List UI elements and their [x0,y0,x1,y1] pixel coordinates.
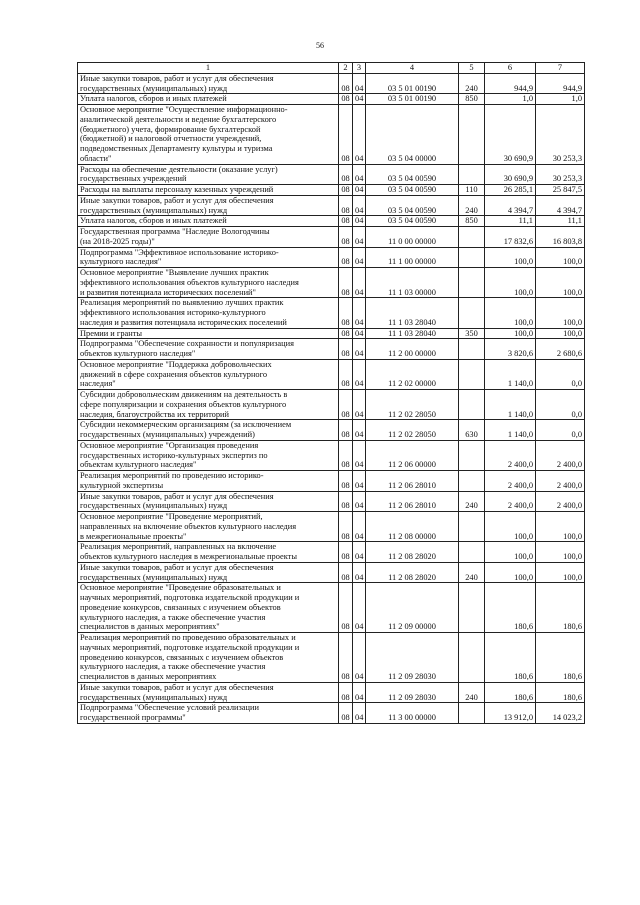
expense-type-code: 240 [459,682,485,703]
description-line: наследия и развития потенциала исторических поселений [80,317,287,327]
subsection-code: 04 [353,682,366,703]
amount-year-2: 2 400,0 [536,491,585,512]
description-line: области" [80,153,112,163]
row-description [78,471,339,492]
description-line: культурного наследия, а также обеспечение участия [80,662,266,672]
target-article-code: 11 2 08 28020 [366,562,459,583]
table-row [78,247,585,268]
amount-year-1: 180,6 [485,583,536,633]
expense-type-code [459,247,485,268]
subsection-code: 04 [353,583,366,633]
row-description [78,195,339,216]
expense-type-code: 850 [459,216,485,227]
amount-year-1: 944,9 [485,73,536,94]
amount-year-1: 100,0 [485,268,536,298]
amount-year-1: 2 400,0 [485,471,536,492]
table-header-row [78,63,585,74]
target-article-code: 11 2 06 28010 [366,471,459,492]
column-header: 2 [339,63,353,74]
amount-year-1: 1,0 [485,94,536,105]
description-line: Иные закупки товаров, работ и услуг для обеспечения [80,491,274,501]
table-row [78,227,585,248]
description-line: Реализация мероприятий по выявлению лучших практик [80,298,284,308]
table-row [78,164,585,185]
amount-year-2: 25 847,5 [536,185,585,196]
description-line: Иные закупки товаров, работ и услуг для обеспечения [80,73,274,83]
description-line: государственных учреждений [80,174,187,184]
subsection-code: 04 [353,512,366,542]
row-description [78,542,339,563]
description-line: движений в сфере сохранения объектов культурного [80,369,268,379]
description-line: Основное мероприятие "Проведение образовательных и [80,583,281,593]
amount-year-2: 2 400,0 [536,440,585,470]
description-line: Основное мероприятие "Выявление лучших практик [80,268,269,277]
row-description [78,562,339,583]
amount-year-2: 30 253,3 [536,164,585,185]
amount-year-1: 17 832,6 [485,227,536,248]
description-line: объектов культурного наследия" [80,349,196,358]
subsection-code: 04 [353,328,366,339]
subsection-code: 04 [353,247,366,268]
column-header: 3 [353,63,366,74]
expense-type-code: 110 [459,185,485,196]
section-code: 08 [339,420,353,441]
description-line: (бюджетного) учета, формирование бухгалтерской [80,124,261,134]
expense-type-code: 240 [459,195,485,216]
amount-year-1: 180,6 [485,633,536,683]
description-line: Основное мероприятие "Поддержка добровольческих [80,359,272,369]
row-description [78,298,339,328]
subsection-code: 04 [353,216,366,227]
expense-type-code [459,339,485,360]
table-row [78,339,585,360]
section-code: 08 [339,703,353,724]
expense-type-code: 240 [459,491,485,512]
description-line: специалистов в данных мероприятиях" [80,622,220,632]
row-description [78,440,339,470]
description-line: Иные закупки товаров, работ и услуг для обеспечения [80,562,274,572]
page-number: 56 [316,41,324,50]
target-article-code: 11 2 02 28050 [366,390,459,420]
row-description [78,185,339,196]
expense-type-code [459,440,485,470]
subsection-code: 04 [353,164,366,185]
expense-type-code [459,268,485,298]
subsection-code: 04 [353,359,366,389]
description-line: научных мероприятий, подготовка издательской продукции и [80,593,300,602]
subsection-code: 04 [353,227,366,248]
table-row [78,682,585,703]
amount-year-2: 11,1 [536,216,585,227]
amount-year-1: 100,0 [485,247,536,268]
description-line: Расходы на выплаты персоналу казенных учреждений [80,185,274,194]
amount-year-1: 100,0 [485,512,536,542]
amount-year-1: 100,0 [485,298,536,328]
section-code: 08 [339,633,353,683]
amount-year-2: 100,0 [536,268,585,298]
description-line: Реализация мероприятий по проведению образовательных и [80,633,296,642]
description-line: научных мероприятий, подготовке издательской продукции и [80,642,300,652]
description-line: (бюджетной) и налоговой отчетности учреждений, [80,134,262,144]
table-row [78,420,585,441]
target-article-code: 11 2 08 00000 [366,512,459,542]
amount-year-1: 180,6 [485,682,536,703]
subsection-code: 04 [353,491,366,512]
section-code: 08 [339,471,353,492]
description-line: Основное мероприятие "Осуществление информационно- [80,105,288,114]
amount-year-2: 944,9 [536,73,585,94]
table-row [78,195,585,216]
subsection-code: 04 [353,390,366,420]
description-line: объектам культурного наследия" [80,460,197,470]
target-article-code: 03 5 01 00190 [366,94,459,105]
row-description [78,73,339,94]
row-description [78,268,339,298]
row-description [78,491,339,512]
amount-year-1: 30 690,9 [485,105,536,165]
target-article-code: 03 5 04 00590 [366,185,459,196]
expense-type-code [459,298,485,328]
subsection-code: 04 [353,185,366,196]
description-line: Государственная программа "Наследие Вологодчины [80,227,270,236]
description-line: государственных (муниципальных) учреждений) [80,430,255,439]
amount-year-2: 180,6 [536,682,585,703]
subsection-code: 04 [353,440,366,470]
target-article-code: 11 1 03 28040 [366,328,459,339]
description-line: Реализация мероприятий по проведению историко- [80,471,264,480]
description-line: подведомственных Департаменту культуры и туризма [80,144,273,153]
section-code: 08 [339,247,353,268]
target-article-code: 11 2 02 28050 [366,420,459,441]
expense-type-code [459,583,485,633]
section-code: 08 [339,359,353,389]
amount-year-2: 2 680,6 [536,339,585,360]
amount-year-2: 0,0 [536,359,585,389]
amount-year-1: 100,0 [485,542,536,563]
amount-year-1: 2 400,0 [485,491,536,512]
row-description [78,420,339,441]
section-code: 08 [339,216,353,227]
subsection-code: 04 [353,633,366,683]
description-line: Подпрограмма "Обеспечение сохранности и популяризация [80,339,294,349]
amount-year-1: 3 820,6 [485,339,536,360]
table-row [78,298,585,328]
table-row [78,268,585,298]
column-header: 5 [459,63,485,74]
section-code: 08 [339,542,353,563]
amount-year-1: 1 140,0 [485,390,536,420]
description-line: специалистов в данных мероприятиях [80,672,217,681]
description-line: Иные закупки товаров, работ и услуг для обеспечения [80,682,274,692]
column-header: 1 [78,63,339,74]
target-article-code: 03 5 04 00000 [366,105,459,165]
description-line: Уплата налогов, сборов и иных платежей [80,216,227,226]
row-description [78,94,339,105]
description-line: эффективного использования историко-культурного [80,308,266,317]
description-line: государственных историко-культурных экспертиз по [80,450,268,460]
description-line: государственных (муниципальных) нужд [80,205,228,215]
column-header: 7 [536,63,585,74]
description-line: государственных (муниципальных) нужд [80,572,228,582]
column-header: 4 [366,63,459,74]
subsection-code: 04 [353,542,366,563]
description-line: наследия" [80,379,116,389]
table-row [78,633,585,683]
description-line: направленных на включение объектов культурного наследия [80,521,297,531]
description-line: государственных (муниципальных) нужд [80,83,228,93]
table-row [78,471,585,492]
table-row [78,512,585,542]
amount-year-1: 11,1 [485,216,536,227]
table-row [78,542,585,563]
target-article-code: 11 1 00 00000 [366,247,459,268]
subsection-code: 04 [353,339,366,360]
section-code: 08 [339,298,353,328]
subsection-code: 04 [353,268,366,298]
description-line: Основное мероприятие "Организация проведения [80,440,259,450]
subsection-code: 04 [353,562,366,583]
description-line: проведение конкурсов, связанных с изучением объектов [80,602,281,612]
description-line: Субсидии некоммерческим организациям (за исключением [80,420,292,430]
target-article-code: 11 2 02 00000 [366,359,459,389]
table-row [78,105,585,165]
amount-year-2: 180,6 [536,583,585,633]
amount-year-2: 16 803,8 [536,227,585,248]
description-line: культурного наследия, а также обеспечение участия [80,612,266,622]
table-row [78,359,585,389]
section-code: 08 [339,268,353,298]
amount-year-1: 13 912,0 [485,703,536,724]
description-line: объектов культурного наследия в межрегиональные проекты [80,552,297,561]
row-description [78,339,339,360]
description-line: Основное мероприятие "Проведение мероприятий, [80,512,263,521]
expense-type-code: 240 [459,562,485,583]
subsection-code: 04 [353,195,366,216]
description-line: Подпрограмма "Эффективное использование историко- [80,247,279,257]
amount-year-2: 100,0 [536,562,585,583]
amount-year-2: 2 400,0 [536,471,585,492]
target-article-code: 03 5 01 00190 [366,73,459,94]
target-article-code: 11 2 09 28030 [366,633,459,683]
amount-year-2: 180,6 [536,633,585,683]
description-line: Премии и гранты [80,328,142,338]
row-description [78,164,339,185]
expense-type-code: 350 [459,328,485,339]
subsection-code: 04 [353,94,366,105]
section-code: 08 [339,562,353,583]
description-line: и развития потенциала исторических поселений" [80,287,256,297]
column-header: 6 [485,63,536,74]
expense-type-code: 630 [459,420,485,441]
table-row [78,328,585,339]
description-line: государственных (муниципальных) нужд [80,501,228,511]
table-row [78,583,585,633]
amount-year-1: 26 285,1 [485,185,536,196]
amount-year-2: 100,0 [536,328,585,339]
amount-year-1: 1 140,0 [485,420,536,441]
row-description [78,390,339,420]
amount-year-2: 100,0 [536,247,585,268]
table-row [78,185,585,196]
description-line: Иные закупки товаров, работ и услуг для обеспечения [80,195,274,205]
section-code: 08 [339,512,353,542]
table-row [78,390,585,420]
description-line: наследия, благоустройства их территорий [80,409,229,419]
row-description [78,227,339,248]
section-code: 08 [339,164,353,185]
subsection-code: 04 [353,105,366,165]
table-row [78,94,585,105]
description-line: Подпрограмма "Обеспечение условий реализации [80,703,259,713]
amount-year-2: 0,0 [536,390,585,420]
expense-type-code [459,105,485,165]
description-line: культурного наследия" [80,257,162,267]
subsection-code: 04 [353,298,366,328]
section-code: 08 [339,682,353,703]
description-line: сфере популяризации и сохранения объектов культурного [80,399,287,409]
target-article-code: 03 5 04 00590 [366,216,459,227]
target-article-code: 11 2 06 00000 [366,440,459,470]
target-article-code: 11 2 09 28030 [366,682,459,703]
table-row [78,491,585,512]
target-article-code: 11 2 00 00000 [366,339,459,360]
subsection-code: 04 [353,471,366,492]
description-line: государственной программы" [80,713,186,722]
description-line: государственных (муниципальных) нужд [80,692,228,702]
amount-year-2: 4 394,7 [536,195,585,216]
description-line: (на 2018-2025 годы)" [80,236,155,246]
section-code: 08 [339,328,353,339]
expense-type-code [459,359,485,389]
row-description [78,216,339,227]
expense-type-code [459,703,485,724]
section-code: 08 [339,491,353,512]
amount-year-2: 100,0 [536,512,585,542]
table-row [78,73,585,94]
row-description [78,328,339,339]
row-description [78,247,339,268]
budget-table [77,62,585,724]
subsection-code: 04 [353,703,366,724]
subsection-code: 04 [353,73,366,94]
section-code: 08 [339,73,353,94]
expense-type-code: 850 [459,94,485,105]
amount-year-2: 14 023,2 [536,703,585,724]
amount-year-2: 100,0 [536,542,585,563]
description-line: культурной экспертизы [80,480,164,490]
table-row [78,703,585,724]
amount-year-2: 0,0 [536,420,585,441]
row-description [78,512,339,542]
section-code: 08 [339,195,353,216]
table-row [78,440,585,470]
section-code: 08 [339,583,353,633]
description-line: Субсидии добровольческим движениям на деятельность в [80,390,288,399]
target-article-code: 11 3 00 00000 [366,703,459,724]
target-article-code: 11 2 08 28020 [366,542,459,563]
amount-year-1: 4 394,7 [485,195,536,216]
expense-type-code [459,633,485,683]
section-code: 08 [339,94,353,105]
expense-type-code [459,471,485,492]
amount-year-2: 100,0 [536,298,585,328]
table-row [78,562,585,583]
subsection-code: 04 [353,420,366,441]
description-line: в межрегиональные проекты" [80,531,187,541]
target-article-code: 11 1 03 00000 [366,268,459,298]
target-article-code: 11 0 00 00000 [366,227,459,248]
expense-type-code [459,512,485,542]
description-line: Расходы на обеспечение деятельности (оказание услуг) [80,164,278,174]
amount-year-1: 30 690,9 [485,164,536,185]
amount-year-1: 2 400,0 [485,440,536,470]
section-code: 08 [339,185,353,196]
table-row [78,216,585,227]
description-line: аналитической деятельности и ведение бухгалтерского [80,114,277,124]
section-code: 08 [339,440,353,470]
description-line: Уплата налогов, сборов и иных платежей [80,94,227,104]
target-article-code: 03 5 04 00590 [366,195,459,216]
expense-type-code [459,390,485,420]
expense-type-code [459,227,485,248]
description-line: эффективного использования объектов культурного наследия [80,277,299,287]
expense-type-code: 240 [459,73,485,94]
section-code: 08 [339,390,353,420]
row-description [78,105,339,165]
description-line: Реализация мероприятий, направленных на включение [80,542,277,552]
row-description [78,682,339,703]
target-article-code: 03 5 04 00590 [366,164,459,185]
description-line: проведению конкурсов, связанных с изучением объектов [80,652,284,662]
amount-year-1: 100,0 [485,328,536,339]
expense-type-code [459,542,485,563]
row-description [78,359,339,389]
section-code: 08 [339,105,353,165]
amount-year-2: 1,0 [536,94,585,105]
amount-year-2: 30 253,3 [536,105,585,165]
row-description [78,583,339,633]
row-description [78,703,339,724]
expense-type-code [459,164,485,185]
target-article-code: 11 1 03 28040 [366,298,459,328]
section-code: 08 [339,227,353,248]
amount-year-1: 100,0 [485,562,536,583]
section-code: 08 [339,339,353,360]
target-article-code: 11 2 09 00000 [366,583,459,633]
target-article-code: 11 2 06 28010 [366,491,459,512]
row-description [78,633,339,683]
amount-year-1: 1 140,0 [485,359,536,389]
